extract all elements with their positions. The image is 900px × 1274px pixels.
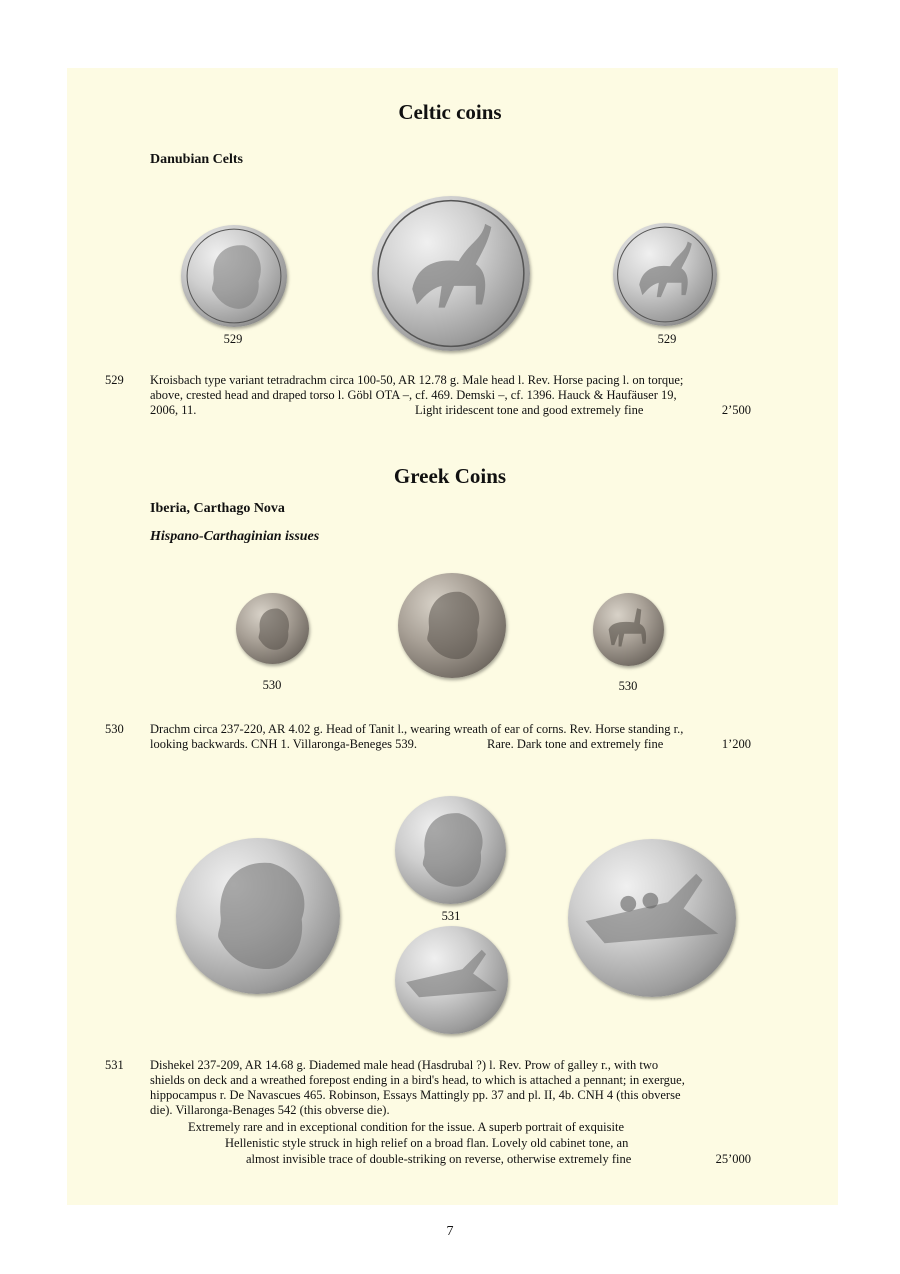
lot-530-condition: Rare. Dark tone and extremely fine bbox=[487, 737, 664, 751]
lot-529-price: 2’500 bbox=[721, 403, 751, 417]
subhead-danubian-celts: Danubian Celts bbox=[150, 152, 243, 167]
section-title-greek: Greek Coins bbox=[393, 464, 507, 488]
caption-529-left: 529 bbox=[223, 332, 243, 346]
coin-530-obverse-large-image bbox=[398, 573, 506, 678]
coin-531-reverse-large-image bbox=[568, 839, 736, 997]
lot-530-line-1: Drachm circa 237-220, AR 4.02 g. Head of Tanit l., wearing wreath of ear of corns. Rev. Horse standing r., bbox=[150, 722, 684, 736]
lot-529-line-2: above, crested head and draped torso l. Göbl OTA –, cf. 469. Demski –, cf. 1396. Hauck & Haufäuser 19, bbox=[150, 388, 677, 402]
lot-529-condition: Light iridescent tone and good extremely fine bbox=[415, 403, 644, 417]
lot-531-condition-1: Extremely rare and in exceptional condition for the issue. A superb portrait of exquisite bbox=[188, 1120, 624, 1134]
coin-530-reverse-image bbox=[593, 593, 664, 666]
lot-531-line-3: hippocampus r. De Navascues 465. Robinson, Essays Mattingly pp. 37 and pl. II, 4b. CNH 4 (this obverse bbox=[150, 1088, 681, 1102]
lot-529-line-1: Kroisbach type variant tetradrachm circa 100-50, AR 12.78 g. Male head l. Rev. Horse pacing l. on torque; bbox=[150, 373, 684, 387]
coin-529-reverse-image bbox=[613, 223, 717, 326]
lot-529-line-3: 2006, 11. bbox=[150, 403, 197, 417]
caption-530-right: 530 bbox=[618, 679, 638, 693]
lot-number-531: 531 bbox=[105, 1058, 124, 1072]
page-number: 7 bbox=[446, 1224, 454, 1239]
caption-531: 531 bbox=[441, 909, 461, 923]
subhead-iberia: Iberia, Carthago Nova bbox=[150, 501, 285, 516]
caption-530-left: 530 bbox=[262, 678, 282, 692]
lot-531-condition-3: almost invisible trace of double-striking on reverse, otherwise extremely fine bbox=[246, 1152, 632, 1166]
coin-530-obverse-image bbox=[236, 593, 309, 664]
caption-529-right: 529 bbox=[657, 332, 677, 346]
lot-number-529: 529 bbox=[105, 373, 124, 387]
coin-531-obverse-image bbox=[395, 796, 506, 904]
coin-531-obverse-large-image bbox=[176, 838, 340, 994]
section-title-celtic: Celtic coins bbox=[398, 100, 502, 124]
lot-531-line-1: Dishekel 237-209, AR 14.68 g. Diademed male head (Hasdrubal ?) l. Rev. Prow of galley r., with two bbox=[150, 1058, 659, 1072]
lot-531-price: 25’000 bbox=[715, 1152, 751, 1166]
lot-531-line-2: shields on deck and a wreathed forepost ending in a bird's head, to which is attached a pennant; in exergue, bbox=[150, 1073, 685, 1087]
coin-531-reverse-image bbox=[395, 926, 508, 1034]
lot-531-line-4: die). Villaronga-Benages 542 (this obverse die). bbox=[150, 1103, 390, 1117]
lot-530-price: 1’200 bbox=[721, 737, 751, 751]
coin-529-reverse-large-image bbox=[372, 196, 530, 351]
coin-529-obverse-image bbox=[181, 225, 287, 327]
subhead-hispano-carthaginian: Hispano-Carthaginian issues bbox=[150, 529, 320, 544]
lot-531-condition-2: Hellenistic style struck in high relief on a broad flan. Lovely old cabinet tone, an bbox=[225, 1136, 629, 1150]
lot-number-530: 530 bbox=[105, 722, 124, 736]
lot-530-line-2: looking backwards. CNH 1. Villaronga-Beneges 539. bbox=[150, 737, 418, 751]
